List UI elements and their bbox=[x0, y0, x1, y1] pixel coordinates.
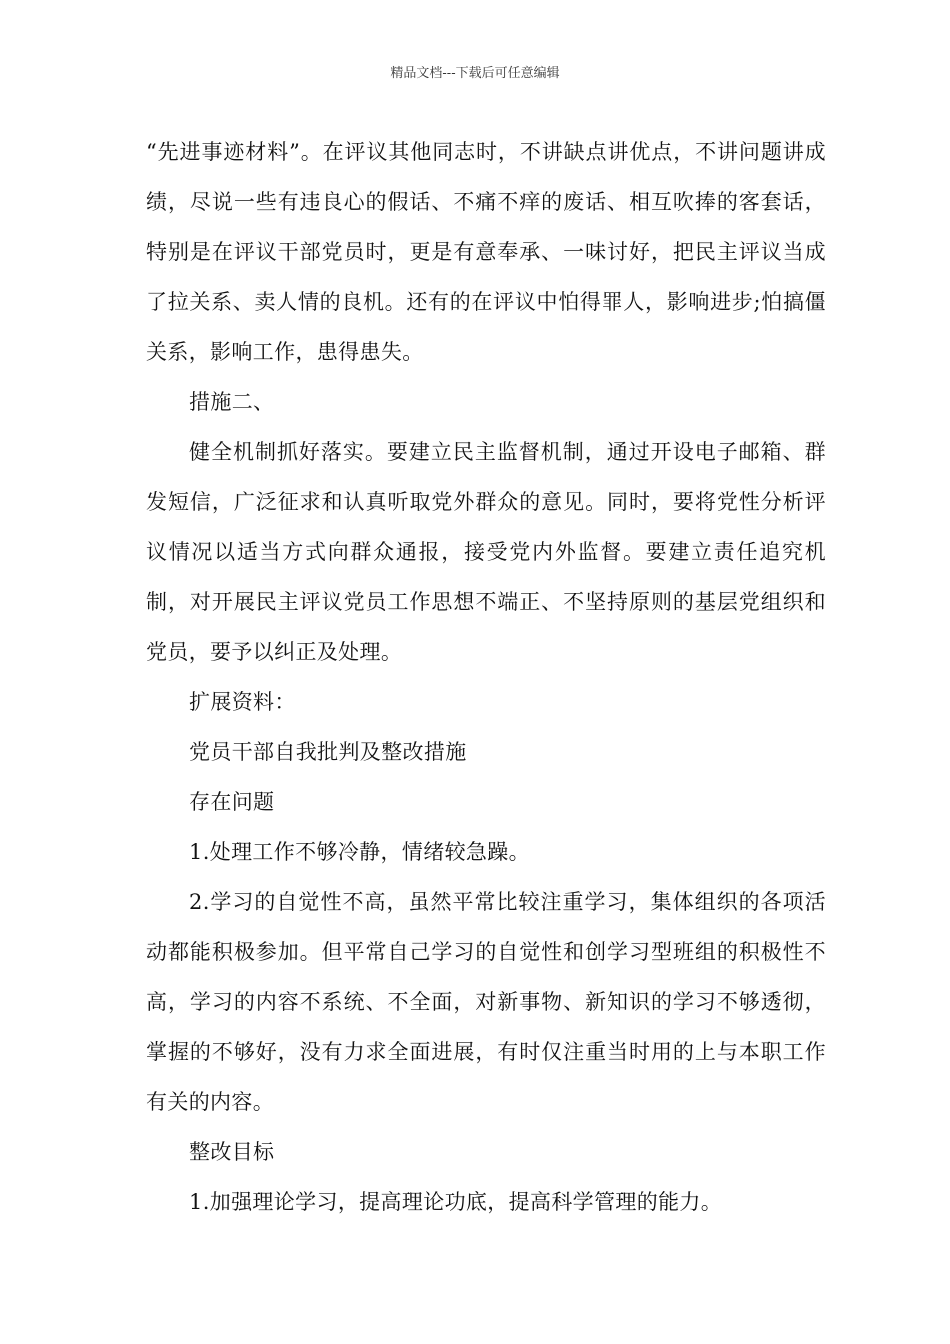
heading-extended-material: 扩展资料： bbox=[189, 690, 296, 714]
list-item-problem-1: 1.处理工作不够冷静，情绪较急躁。 bbox=[189, 840, 530, 864]
paragraph-continuation: “先进事迹材料”。在评议其他同志时，不讲缺点讲优点，不讲问题讲成绩，尽说一些有违良心的假话、不痛不痒的废话、相互吹捧的客套话，特别是在评议干部党员时，更是有意奉承、一味讨好，把民主评议当成了拉关系、卖人情的良机。还有的在评议中怕得罪人，影响进步;怕搞僵关系，影响工作，患得患失。 bbox=[146, 140, 826, 364]
document-body bbox=[146, 127, 826, 1227]
page-header: 精品文档---下载后可任意编辑 bbox=[390, 66, 560, 81]
list-item-problem-2: 2.学习的自觉性不高，虽然平常比较注重学习，集体组织的各项活动都能积极参加。但平常自己学习的自觉性和创学习型班组的积极性不高，学习的内容不系统、不全面，对新事物、新知识的学习不够透彻，掌握的不够好，没有力求全面进展，有时仅注重当时用的上与本职工作有关的内容。 bbox=[146, 890, 826, 1114]
heading-self-criticism-title: 党员干部自我批判及整改措施 bbox=[189, 740, 467, 764]
heading-existing-problems: 存在问题 bbox=[189, 790, 275, 814]
list-item-goal-1: 1.加强理论学习，提高理论功底，提高科学管理的能力。 bbox=[189, 1190, 723, 1214]
heading-measure-two: 措施二、 bbox=[189, 390, 275, 414]
heading-rectification-goals: 整改目标 bbox=[189, 1140, 275, 1164]
paragraph-mechanism: 健全机制抓好落实。要建立民主监督机制，通过开设电子邮箱、群发短信，广泛征求和认真听取党外群众的意见。同时，要将党性分析评议情况以适当方式向群众通报，接受党内外监督。要建立责任追究机制，对开展民主评议党员工作思想不端正、不坚持原则的基层党组织和党员，要予以纠正及处理。 bbox=[146, 440, 826, 664]
